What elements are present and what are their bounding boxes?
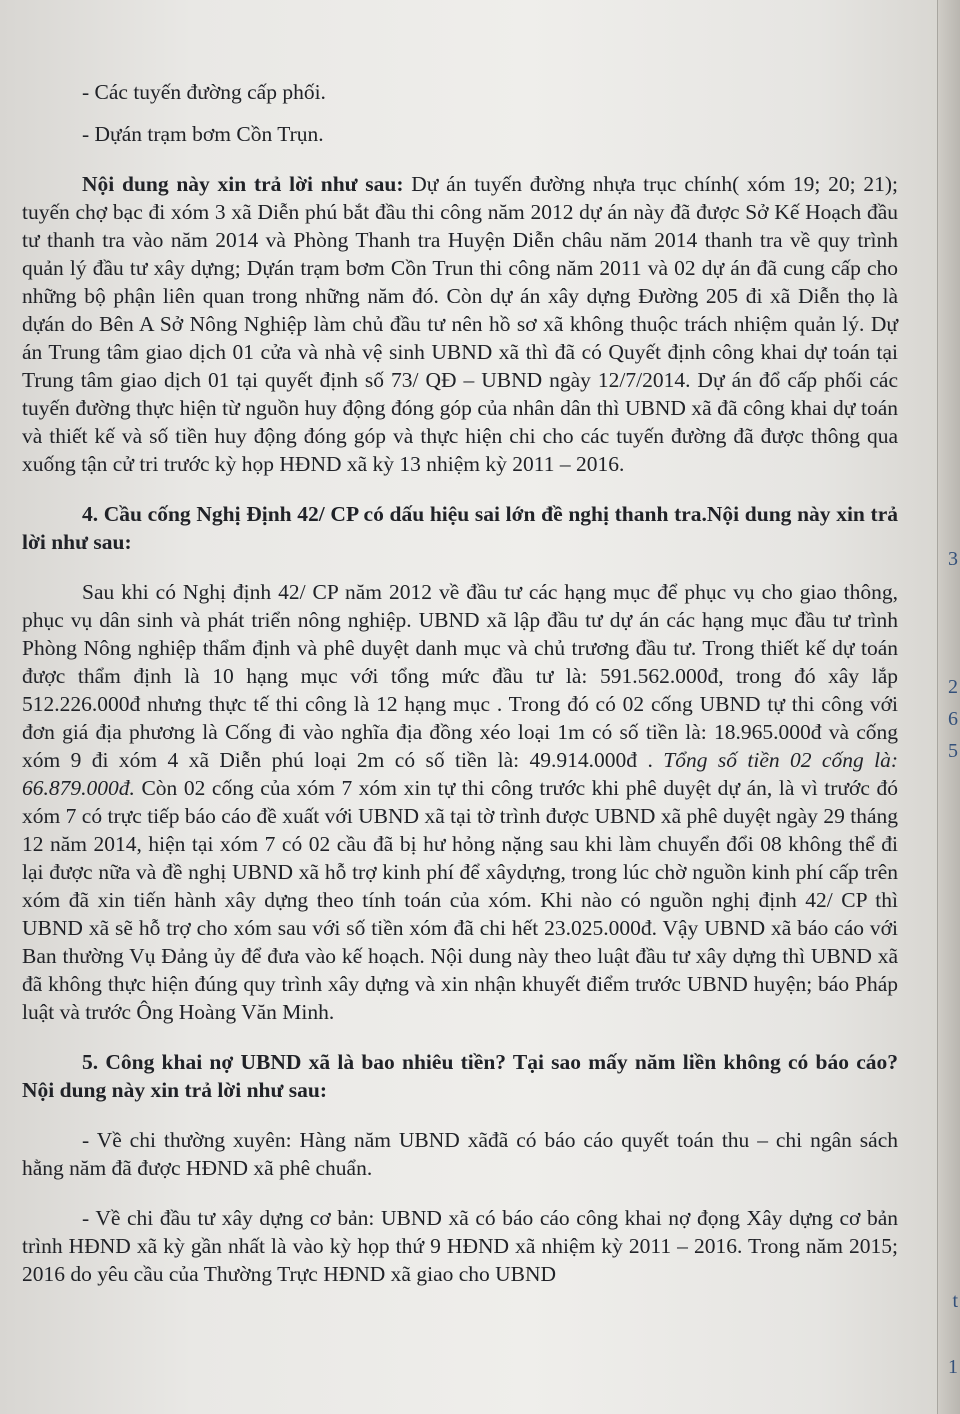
paragraph-lead: Nội dung này xin trả lời như sau: xyxy=(82,172,404,196)
paragraph-text: Sau khi có Nghị định 42/ CP năm 2012 về đầu tư các hạng mục để phục vụ cho giao thông, phục vụ dân sinh và phát triển nông nghiệp. UBND xã lập đầu tư dự án các hạng mục đầu tư trình Phòng Nông nghiệp thẩm định và phê duyệt danh mục và chủ trương đầu tư. Trong thiết kế dự toán được thẩm định là 10 hạng mục với tổng mức đầu tư là: 591.562.000đ, trong đó xây lắp 512.226.000đ nhưng thực tế thi công là 12 hạng mục . Trong đó có 02 cống UBND tự thi công với đơn giá địa phương là Cống đi vào nghĩa địa đồng xéo loại 1m có số tiền là: 18.965.000đ và cống xóm 9 đi xóm 4 xã Diễn phú loại 2m có số tiền là: 49.914.000đ . xyxy=(22,580,898,772)
document-body xyxy=(22,78,898,1288)
edge-mark: 2 xyxy=(948,676,958,698)
paragraph-chi-dau-tu: - Về chi đầu tư xây dựng cơ bản: UBND xã có báo cáo công khai nợ đọng Xây dựng cơ bản trình HĐND xã kỳ gần nhất là vào kỳ họp thứ 9 HĐND xã nhiệm kỳ 2011 – 2016. Trong năm 2015; 2016 do yêu cầu của Thường Trực HĐND xã giao cho UBND xyxy=(22,1206,898,1286)
edge-mark: 6 xyxy=(948,708,958,730)
bullet-cap-phoi: - Các tuyến đường cấp phối. xyxy=(82,80,326,104)
edge-mark: 3 xyxy=(948,548,958,570)
paragraph-italic-total: Tổng số tiền 02 cống là: 66.879.000đ. xyxy=(22,748,899,800)
paragraph-text: Còn 02 cống của xóm 7 xóm xin tự thi công trước khi phê duyệt dự án, là vì trước đó xóm 7 có trực tiếp báo cáo đề xuất với UBND xã tại tờ trình được UBND xã phê duyệt ngày 29 tháng 12 năm 2014, hiện tại xóm 7 có 02 cầu đã bị hư hỏng nặng sau khi làm chuyển đổi 08 không thể đi lại được nữa và đề nghị UBND xã hỗ trợ kinh phí để xâydựng, trong lúc chờ nguồn kinh phí cấp trên xóm đã xin tiến hành xây dựng theo tính toán của xóm. Khi nào có nguồn nghị định 42/ CP thì UBND xã sẽ hỗ trợ cho xóm sau với số tiền xóm đã chi hết 23.025.000đ. Vậy UBND xã báo cáo với Ban thường Vụ Đảng ủy để đưa vào kế hoạch. Nội dung này theo luật đầu tư xây dựng thì UBND xã đã không thực hiện đúng quy trình xây dựng và xin nhận khuyết điểm trước UBND huyện; báo Pháp luật và trước Ông Hoàng Văn Minh. xyxy=(22,776,898,1024)
underlying-page-edge xyxy=(937,0,960,1414)
edge-mark: t xyxy=(952,1290,958,1312)
bullet-tram-bom: - Dựán trạm bơm Cồn Trụn. xyxy=(82,122,324,146)
section-4-heading: 4. Cầu cống Nghị Định 42/ CP có dấu hiệu sai lớn đề nghị thanh tra.Nội dung này xin trả lời như sau: xyxy=(22,502,898,554)
section-5-heading: 5. Công khai nợ UBND xã là bao nhiêu tiền? Tại sao mấy năm liền không có báo cáo? Nội dung này xin trả lời như sau: xyxy=(22,1050,898,1102)
paragraph-text: Dự án tuyến đường nhựa trục chính( xóm 19; 20; 21); tuyến chợ bạc đi xóm 3 xã Diễn phú bắt đầu thi công năm 2012 dự án này đã được Sở Kế Hoạch đầu tư thanh tra vào năm 2014 và Phòng Thanh tra Huyện Diễn châu năm 2014 thanh tra về quy trình quản lý đầu tư xây dựng; Dựán trạm bơm Cồn Trun thi công năm 2011 và 02 dự án đã cung cấp cho những bộ phận liên quan trong những năm đó. Còn dự án xây dựng Đường 205 đi xã Diễn thọ là dựán do Bên A Sở Nông Nghiệp làm chủ đầu tư nên hồ sơ xã không thuộc trách nhiệm quản lý. Dự án Trung tâm giao dịch 01 cửa và nhà vệ sinh UBND xã thì đã có Quyết định công khai dự toán tại Trung tâm giao dịch 01 tại quyết định số 73/ QĐ – UBND ngày 12/7/2014. Dự án đổ cấp phối các tuyến đường thực hiện từ nguồn huy động đóng góp của nhân dân thì UBND xã đã công khai dự toán và thiết kế và số tiền huy động đóng góp và thực hiện chi cho các tuyến đường đã được thông qua xuống tận cử tri trước kỳ họp HĐND xã kỳ 13 nhiệm kỳ 2011 – 2016. xyxy=(22,172,898,476)
paragraph-answer-1 xyxy=(22,170,898,478)
edge-mark: 5 xyxy=(948,740,958,762)
paragraph-chi-thuong-xuyen: - Về chi thường xuyên: Hàng năm UBND xãđã có báo cáo quyết toán thu – chi ngân sách hằng năm đã được HĐND xã phê chuẩn. xyxy=(22,1128,898,1180)
edge-mark: 1 xyxy=(948,1356,958,1378)
paragraph-section-4 xyxy=(22,578,898,1026)
